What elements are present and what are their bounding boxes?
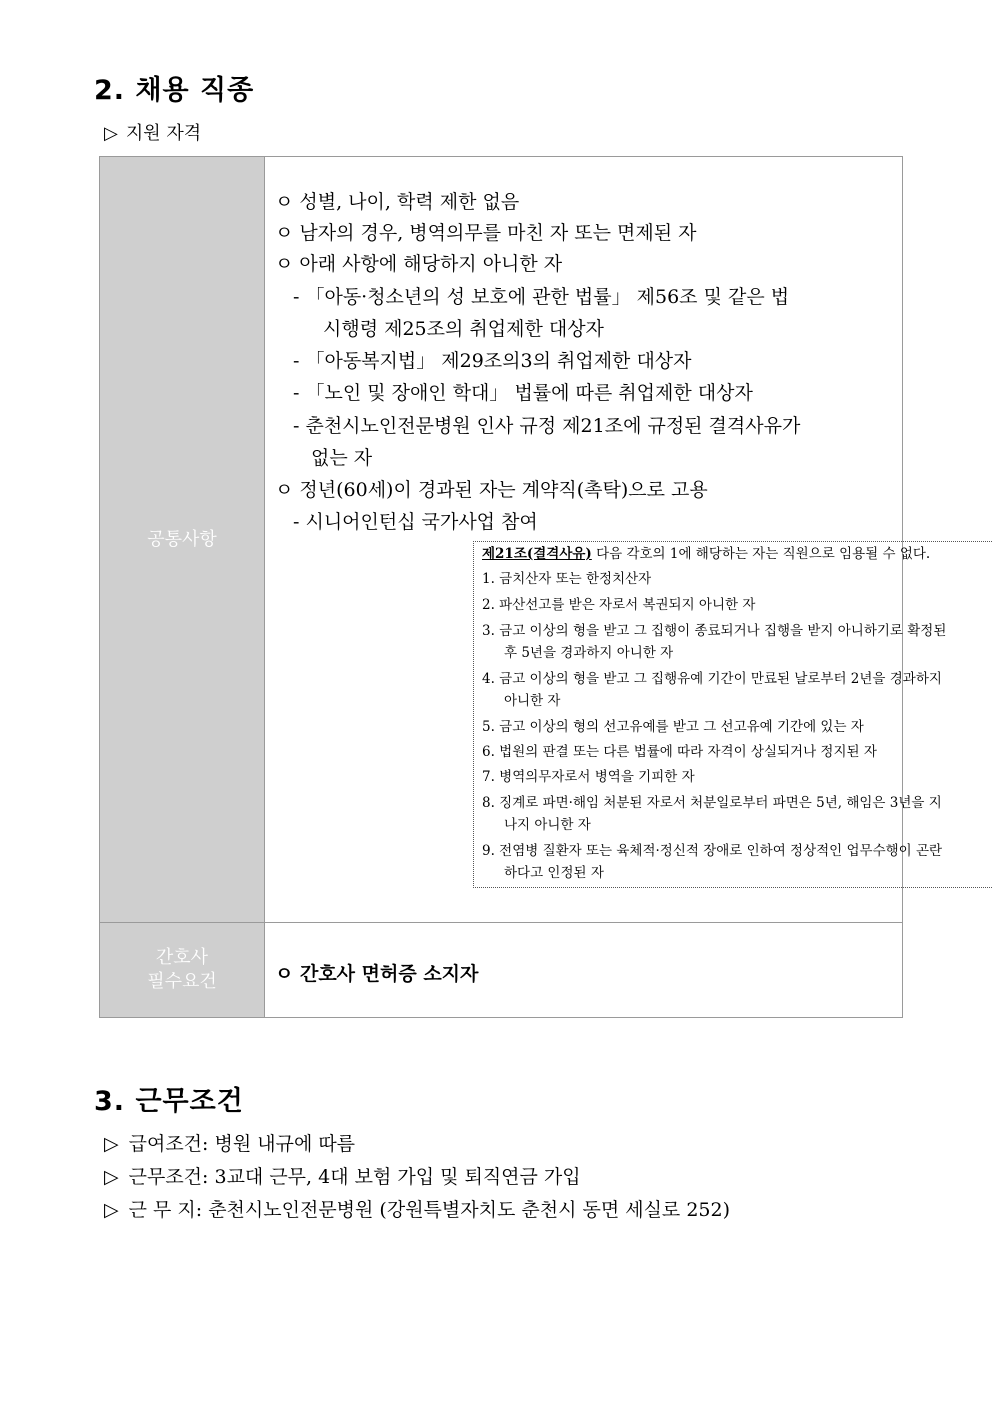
common-line: ㅇ 남자의 경우, 병역의무를 마친 자 또는 면제된 자 xyxy=(275,222,697,244)
triangle-marker-icon: ▷ xyxy=(104,1133,119,1155)
common-line: - 시니어인턴십 국가사업 참여 xyxy=(293,511,538,533)
common-line: - 「아동복지법」 제29조의3의 취업제한 대상자 xyxy=(293,350,692,372)
note-item: 4. 금고 이상의 형을 받고 그 집행유예 기간이 만료된 날로부터 2년을 경과하지 xyxy=(482,671,942,687)
nurse-row xyxy=(100,923,903,1018)
triangle-marker-icon: ▷ xyxy=(104,1166,119,1188)
note-item: 5. 금고 이상의 형의 선고유예를 받고 그 선고유예 기간에 있는 자 xyxy=(482,719,864,735)
subheading-label: 지원 자격 xyxy=(125,123,202,144)
note-item: 후 5년을 경과하지 아니한 자 xyxy=(504,645,674,661)
condition-text: 근 무 지: 춘천시노인전문병원 (강원특별자치도 춘천시 동면 세실로 252) xyxy=(128,1199,730,1221)
nurse-content xyxy=(265,923,903,1018)
note-item: 3. 금고 이상의 형을 받고 그 집행이 종료되거나 집행을 받지 아니하기로 확정된 xyxy=(482,623,947,639)
common-line: - 춘천시노인전문병원 인사 규정 제21조에 규정된 결격사유가 xyxy=(293,415,801,437)
note-item: 나지 아니한 자 xyxy=(504,817,591,833)
note-item: 9. 전염병 질환자 또는 육체적·정신적 장애로 인하여 정상적인 업무수행이 곤란 xyxy=(482,843,943,859)
section-2-title: 2. 채용 직종 xyxy=(94,75,255,106)
nurse-label-line1: 간호사 xyxy=(155,947,209,968)
triangle-marker-icon: ▷ xyxy=(104,1199,119,1221)
note-item: 아니한 자 xyxy=(504,693,561,709)
note-item: 1. 금치산자 또는 한정치산자 xyxy=(482,571,652,587)
note-heading xyxy=(482,546,930,563)
triangle-marker-icon: ▷ xyxy=(104,123,118,144)
common-line: ㅇ 아래 사항에 해당하지 아니한 자 xyxy=(275,253,563,275)
common-line: ㅇ 성별, 나이, 학력 제한 없음 xyxy=(275,191,520,213)
condition-line xyxy=(104,1195,730,1222)
requirements-table xyxy=(99,156,947,1018)
condition-line xyxy=(104,1162,581,1189)
condition-text: 근무조건: 3교대 근무, 4대 보험 가입 및 퇴직연금 가입 xyxy=(128,1166,581,1188)
condition-line xyxy=(104,1129,355,1156)
common-content xyxy=(265,157,947,923)
note-item: 2. 파산선고를 받은 자로서 복권되지 아니한 자 xyxy=(482,597,756,613)
common-label: 공통사항 xyxy=(100,157,265,923)
common-row xyxy=(100,157,903,923)
note-heading-text: 다음 각호의 1에 해당하는 자는 직원으로 임용될 수 없다. xyxy=(591,546,931,562)
common-line: - 「아동·청소년의 성 보호에 관한 법률」 제56조 및 같은 법 xyxy=(293,286,790,308)
nurse-label-line2: 필수요건 xyxy=(147,971,217,992)
section-3-title: 3. 근무조건 xyxy=(94,1086,244,1117)
subheading-qualification xyxy=(104,119,201,145)
note-item: 하다고 인정된 자 xyxy=(504,865,604,881)
common-line: ㅇ 정년(60세)이 경과된 자는 계약직(촉탁)으로 고용 xyxy=(275,479,708,501)
nurse-requirement: ㅇ 간호사 면허증 소지자 xyxy=(275,963,479,985)
note-item: 6. 법원의 판결 또는 다른 법률에 따라 자격이 상실되거나 정지된 자 xyxy=(482,744,877,760)
common-line: - 「노인 및 장애인 학대」 법률에 따른 취업제한 대상자 xyxy=(293,382,753,404)
note-item: 8. 징계로 파면·해임 처분된 자로서 처분일로부터 파면은 5년, 해임은 3년을 지 xyxy=(482,795,942,811)
nurse-label xyxy=(100,923,265,1018)
condition-text: 급여조건: 병원 내규에 따름 xyxy=(128,1133,356,1155)
common-line: 없는 자 xyxy=(311,447,373,469)
disqualification-note-box xyxy=(473,541,992,888)
common-line: 시행령 제25조의 취업제한 대상자 xyxy=(323,318,604,340)
note-heading-title: 제21조(결격사유) xyxy=(482,546,592,562)
note-item: 7. 병역의무자로서 병역을 기피한 자 xyxy=(482,769,695,785)
